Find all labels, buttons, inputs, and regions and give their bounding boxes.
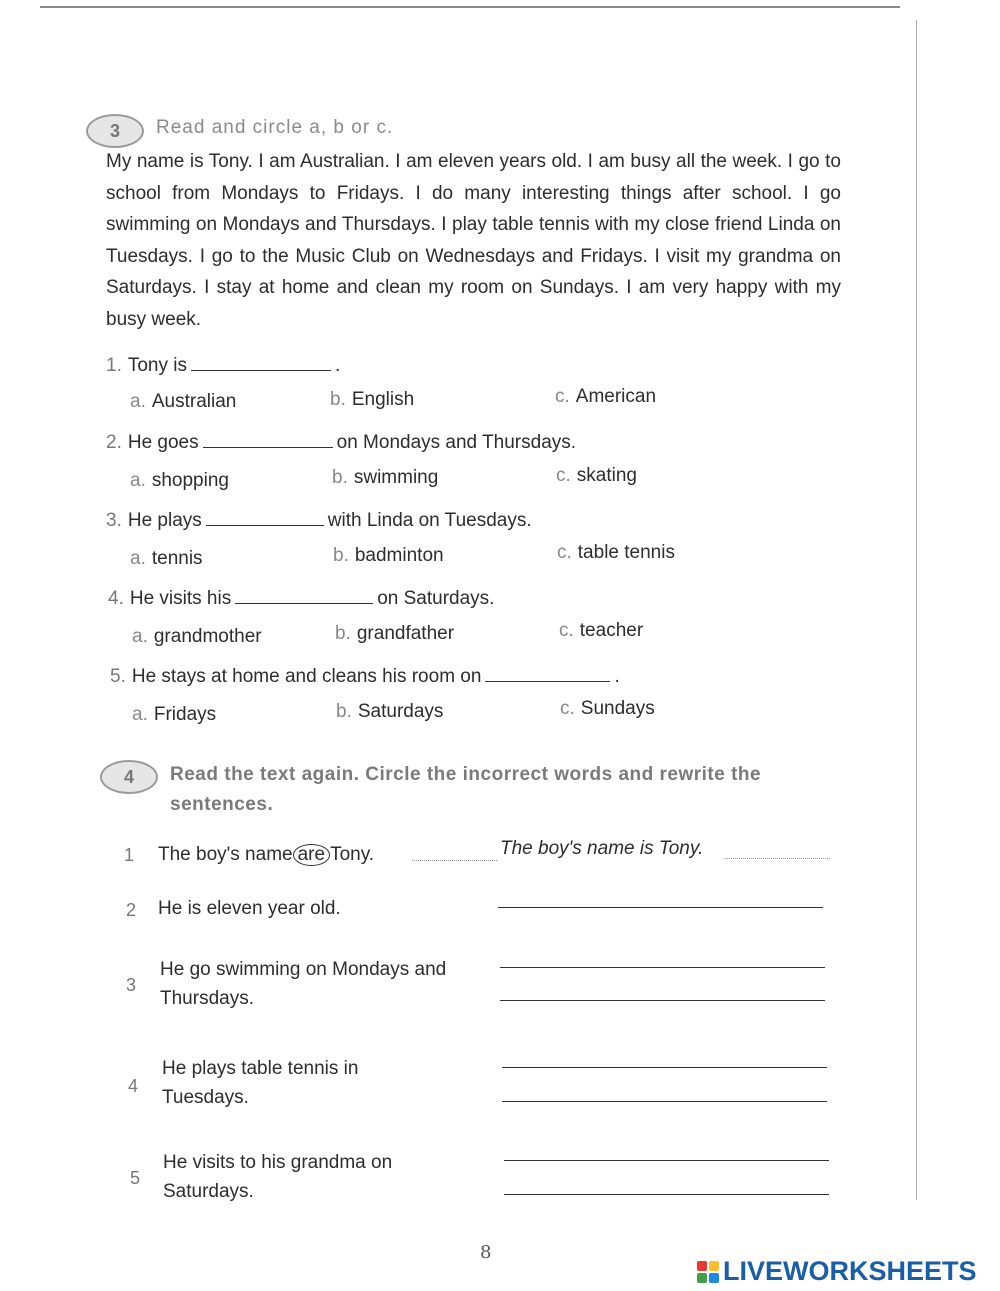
- option-5b[interactable]: b. Saturdays: [336, 701, 444, 722]
- option-5a[interactable]: a. Fridays: [132, 704, 217, 725]
- option-4c[interactable]: c. teacher: [559, 620, 644, 641]
- page-edge-rule: [916, 20, 917, 1200]
- answer-line-4b[interactable]: [502, 1101, 827, 1102]
- answer-line-4a[interactable]: [502, 1067, 827, 1068]
- option-3c[interactable]: c. table tennis: [557, 542, 675, 563]
- option-3a[interactable]: a. tennis: [130, 548, 203, 569]
- section-3-header: [86, 114, 393, 148]
- circled-word: are: [293, 844, 330, 866]
- logo-text: LIVEWORKSHEETS: [723, 1256, 977, 1286]
- rewrite-number-1: 1: [124, 845, 135, 865]
- question-5: 5. He stays at home and cleans his room on .: [110, 666, 620, 687]
- answer-blank[interactable]: [206, 525, 324, 526]
- answer-blank[interactable]: [485, 681, 610, 682]
- question-number: 1.: [106, 355, 122, 376]
- option-3b[interactable]: b. badminton: [333, 545, 444, 566]
- option-1c[interactable]: c. American: [555, 386, 657, 407]
- option-2b[interactable]: b. swimming: [332, 467, 439, 488]
- question-4: 4. He visits his on Saturdays.: [108, 588, 495, 609]
- logo-grid-icon: [697, 1261, 719, 1283]
- logo-tile: [709, 1261, 719, 1271]
- rewrite-number-5: 5: [130, 1168, 141, 1188]
- answer-blank[interactable]: [203, 447, 333, 448]
- section-4-instruction: Read the text again. Circle the incorrect words and rewrite the sentences.: [170, 764, 762, 815]
- liveworksheets-logo[interactable]: [697, 1256, 977, 1287]
- question-3: 3. He plays with Linda on Tuesdays.: [106, 510, 532, 531]
- answer-line-3b[interactable]: [500, 1000, 825, 1001]
- rewrite-sentence-4: He plays table tennis in Tuesdays.: [162, 1058, 359, 1108]
- dotted-leader: [725, 858, 830, 859]
- logo-tile: [697, 1261, 707, 1271]
- rewrite-sentence-3: He go swimming on Mondays and Thursdays.: [160, 959, 447, 1009]
- section-4-header: [100, 760, 850, 820]
- answer-line-5a[interactable]: [504, 1160, 829, 1161]
- example-answer: The boy's name is Tony.: [500, 838, 704, 859]
- rewrite-number-4: 4: [128, 1076, 139, 1096]
- rewrite-sentence-2: He is eleven year old.: [158, 898, 341, 919]
- option-4b[interactable]: b. grandfather: [335, 623, 455, 644]
- section-3-badge: 3: [86, 114, 144, 148]
- question-text: Tony is: [127, 355, 187, 376]
- answer-line-5b[interactable]: [504, 1194, 829, 1195]
- option-5c[interactable]: c. Sundays: [560, 698, 655, 719]
- option-2c[interactable]: c. skating: [556, 465, 637, 486]
- logo-tile: [709, 1273, 719, 1283]
- top-border: [40, 0, 900, 8]
- answer-line-3a[interactable]: [500, 967, 825, 968]
- question-text-end: .: [335, 355, 341, 376]
- rewrite-sentence-5: He visits to his grandma on Saturdays.: [163, 1152, 393, 1202]
- rewrite-number-2: 2: [126, 900, 137, 920]
- logo-tile: [697, 1273, 707, 1283]
- option-4a[interactable]: a. grandmother: [132, 626, 262, 647]
- rewrite-sentence-1: The boy's name are Tony.: [158, 844, 375, 865]
- question-1: [106, 355, 340, 377]
- reading-passage: My name is Tony. I am Australian. I am eleven years old. I am busy all the week. I go to school from Mondays to Fridays. I do many interesting things after school. I go swimming on Mondays and Thursdays. I play table tennis with my close friend Linda on Tuesdays. I go to the Music Club on Wednesdays and Fridays. I visit my grandma on Saturdays. I stay at home and clean my room on Sundays. I am very happy with my busy week.: [106, 151, 841, 330]
- section-4-badge: 4: [100, 760, 158, 794]
- option-1a[interactable]: a. Australian: [130, 391, 237, 412]
- dotted-leader: [412, 860, 497, 861]
- rewrite-number-3: 3: [126, 975, 137, 995]
- option-1b[interactable]: b. English: [330, 389, 415, 410]
- answer-blank[interactable]: [191, 370, 331, 371]
- section-3-instruction: Read and circle a, b or c.: [156, 117, 394, 138]
- answer-line-2[interactable]: [498, 907, 823, 908]
- answer-blank[interactable]: [235, 603, 373, 604]
- page-number: 8: [480, 1242, 492, 1263]
- question-2: 2. He goes on Mondays and Thursdays.: [106, 432, 577, 453]
- option-2a[interactable]: a. shopping: [130, 470, 229, 491]
